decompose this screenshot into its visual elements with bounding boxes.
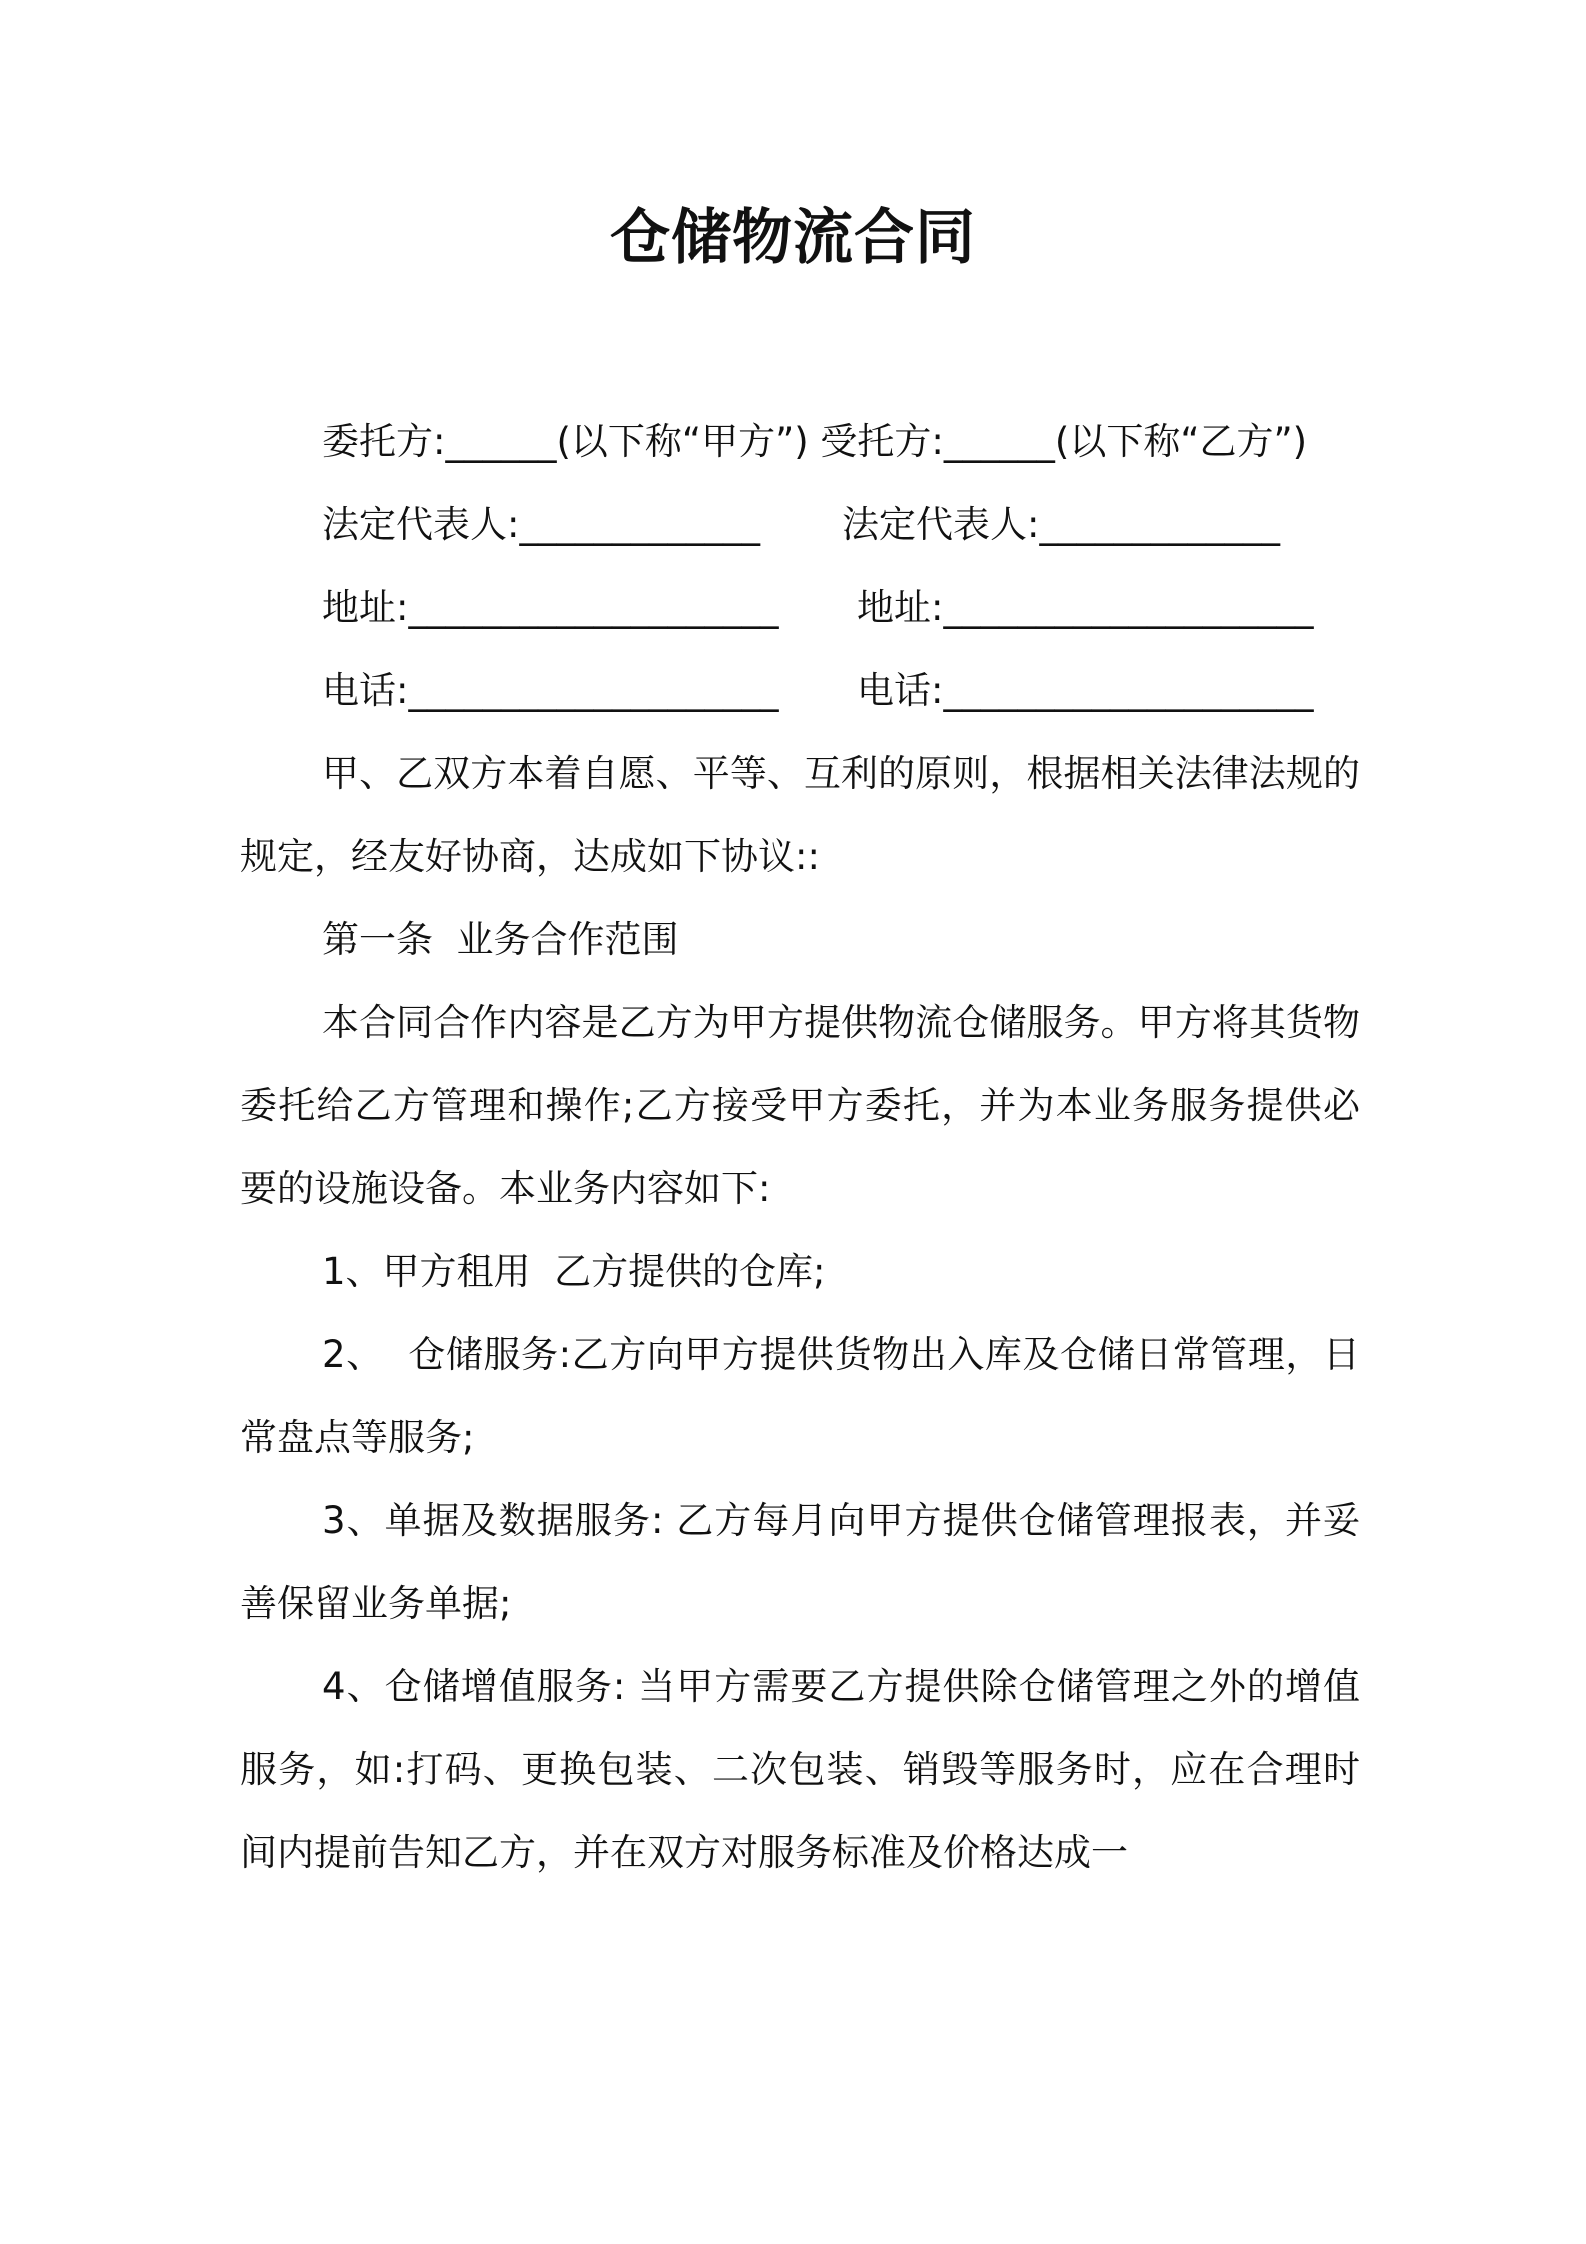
list-item-4: 4、仓储增值服务: 当甲方需要乙方提供除仓储管理之外的增值服务，如:打码、更换包装、二次包装、销毁等服务时，应在合理时间内提前告知乙方，并在双方对服务标准及价格达成一 [240, 1665, 1360, 1874]
parties-line: 委托方:______(以下称“甲方”) 受托方:______(以下称“乙方”) [322, 420, 1308, 463]
legal-rep-party-a: 法定代表人:_____________ [322, 503, 760, 546]
phone-party-a: 电话:____________________ [322, 669, 779, 712]
document-body [240, 400, 1360, 1894]
document-title: 仓储物流合同 [610, 203, 976, 273]
list-item-1: 1、甲方租用 乙方提供的仓库; [322, 1250, 826, 1293]
article-one-heading: 第一条 业务合作范围 [322, 918, 679, 961]
legal-rep-row [240, 483, 1360, 566]
phone-row [240, 649, 1360, 732]
legal-rep-party-b: 法定代表人:_____________ [842, 503, 1280, 546]
preamble-paragraph: 甲、乙双方本着自愿、平等、互利的原则，根据相关法律法规的规定，经友好协商，达成如下协议:: [240, 752, 1360, 878]
list-item-2: 2、 仓储服务:乙方向甲方提供货物出入库及仓储日常管理，日常盘点等服务; [240, 1333, 1360, 1459]
address-party-b: 地址:____________________ [857, 586, 1314, 629]
list-item-3: 3、单据及数据服务: 乙方每月向甲方提供仓储管理报表，并妥善保留业务单据; [240, 1499, 1360, 1625]
address-row [240, 566, 1360, 649]
address-party-a: 地址:____________________ [322, 586, 779, 629]
phone-party-b: 电话:____________________ [857, 669, 1314, 712]
scope-paragraph: 本合同合作内容是乙方为甲方提供物流仓储服务。甲方将其货物委托给乙方管理和操作;乙方接受甲方委托，并为本业务服务提供必要的设施设备。本业务内容如下: [240, 1001, 1360, 1210]
